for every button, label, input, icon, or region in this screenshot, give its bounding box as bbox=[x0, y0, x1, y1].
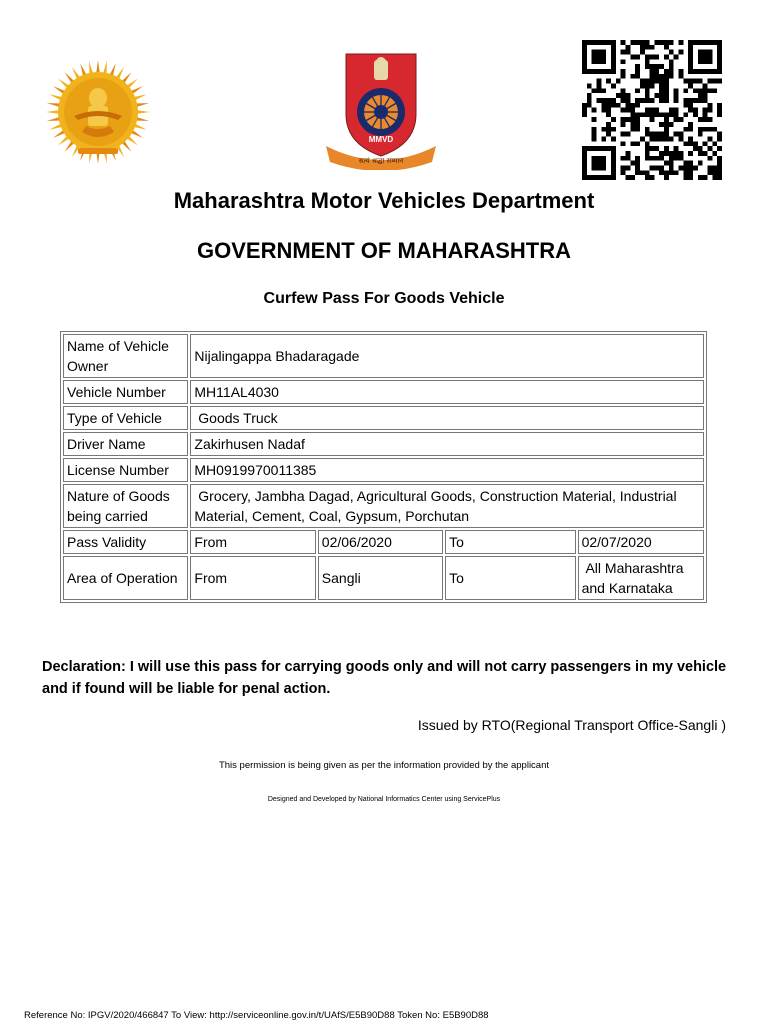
table-row bbox=[63, 406, 704, 430]
goods-value: Grocery, Jambha Dagad, Agricultural Goods, Construction Material, Industrial Material, Cement, Coal, Gypsum, Porchutan bbox=[190, 484, 704, 528]
table-row bbox=[63, 380, 704, 404]
license-value: MH0919970011385 bbox=[190, 458, 704, 482]
owner-label: Name of Vehicle Owner bbox=[63, 334, 188, 378]
mmvd-motto: सत्यं श्रद्धा सम्मान bbox=[358, 157, 404, 165]
license-label: License Number bbox=[63, 458, 188, 482]
table-row bbox=[63, 530, 704, 554]
declaration-text: Declaration: I will use this pass for carrying goods only and will not carry passengers in my vehicle and if found will be liable for penal action. bbox=[42, 659, 727, 697]
area-to-label: To bbox=[445, 556, 575, 600]
table-row bbox=[63, 556, 704, 600]
qr-code-icon bbox=[582, 38, 722, 182]
area-to-value: All Maharashtra and Karnataka bbox=[578, 556, 704, 600]
validity-to-label: To bbox=[445, 530, 575, 554]
mmvd-initials: MMVD bbox=[368, 135, 394, 144]
document-title: Curfew Pass For Goods Vehicle bbox=[263, 290, 505, 307]
vehicle-type-label: Type of Vehicle bbox=[63, 406, 188, 430]
vehicle-number-label: Vehicle Number bbox=[63, 380, 188, 404]
driver-value: Zakirhusen Nadaf bbox=[190, 432, 704, 456]
department-title: Maharashtra Motor Vehicles Department bbox=[173, 188, 595, 213]
validity-from-label: From bbox=[190, 530, 315, 554]
validity-to-value: 02/07/2020 bbox=[578, 530, 704, 554]
designed-by-note: Designed and Developed by National Informatics Center using ServicePlus bbox=[267, 796, 501, 803]
table-row bbox=[63, 432, 704, 456]
area-from-label: From bbox=[190, 556, 315, 600]
area-label: Area of Operation bbox=[63, 556, 188, 600]
reference-footer: Reference No: IPGV/2020/466847 To View: http://serviceonline.gov.in/t/UAfS/E5B90D88 Token No: E5B90D88 bbox=[24, 1010, 489, 1021]
mmvd-shield-logo-icon bbox=[320, 48, 442, 170]
pass-details-table bbox=[60, 331, 707, 603]
table-row bbox=[63, 458, 704, 482]
goods-label: Nature of Goods being carried bbox=[63, 484, 188, 528]
validity-label: Pass Validity bbox=[63, 530, 188, 554]
vehicle-type-value: Goods Truck bbox=[190, 406, 704, 430]
government-title: GOVERNMENT OF MAHARASHTRA bbox=[197, 238, 571, 263]
issued-by-text: Issued by RTO(Regional Transport Office-Sangli ) bbox=[417, 717, 726, 733]
owner-value: Nijalingappa Bhadaragade bbox=[190, 334, 704, 378]
vehicle-number-value: MH11AL4030 bbox=[190, 380, 704, 404]
area-from-value: Sangli bbox=[318, 556, 443, 600]
table-row bbox=[63, 334, 704, 378]
table-row bbox=[63, 484, 704, 528]
maharashtra-state-emblem-icon bbox=[44, 54, 152, 172]
driver-label: Driver Name bbox=[63, 432, 188, 456]
validity-from-value: 02/06/2020 bbox=[318, 530, 443, 554]
permission-note: This permission is being given as per the information provided by the applicant bbox=[218, 760, 550, 771]
